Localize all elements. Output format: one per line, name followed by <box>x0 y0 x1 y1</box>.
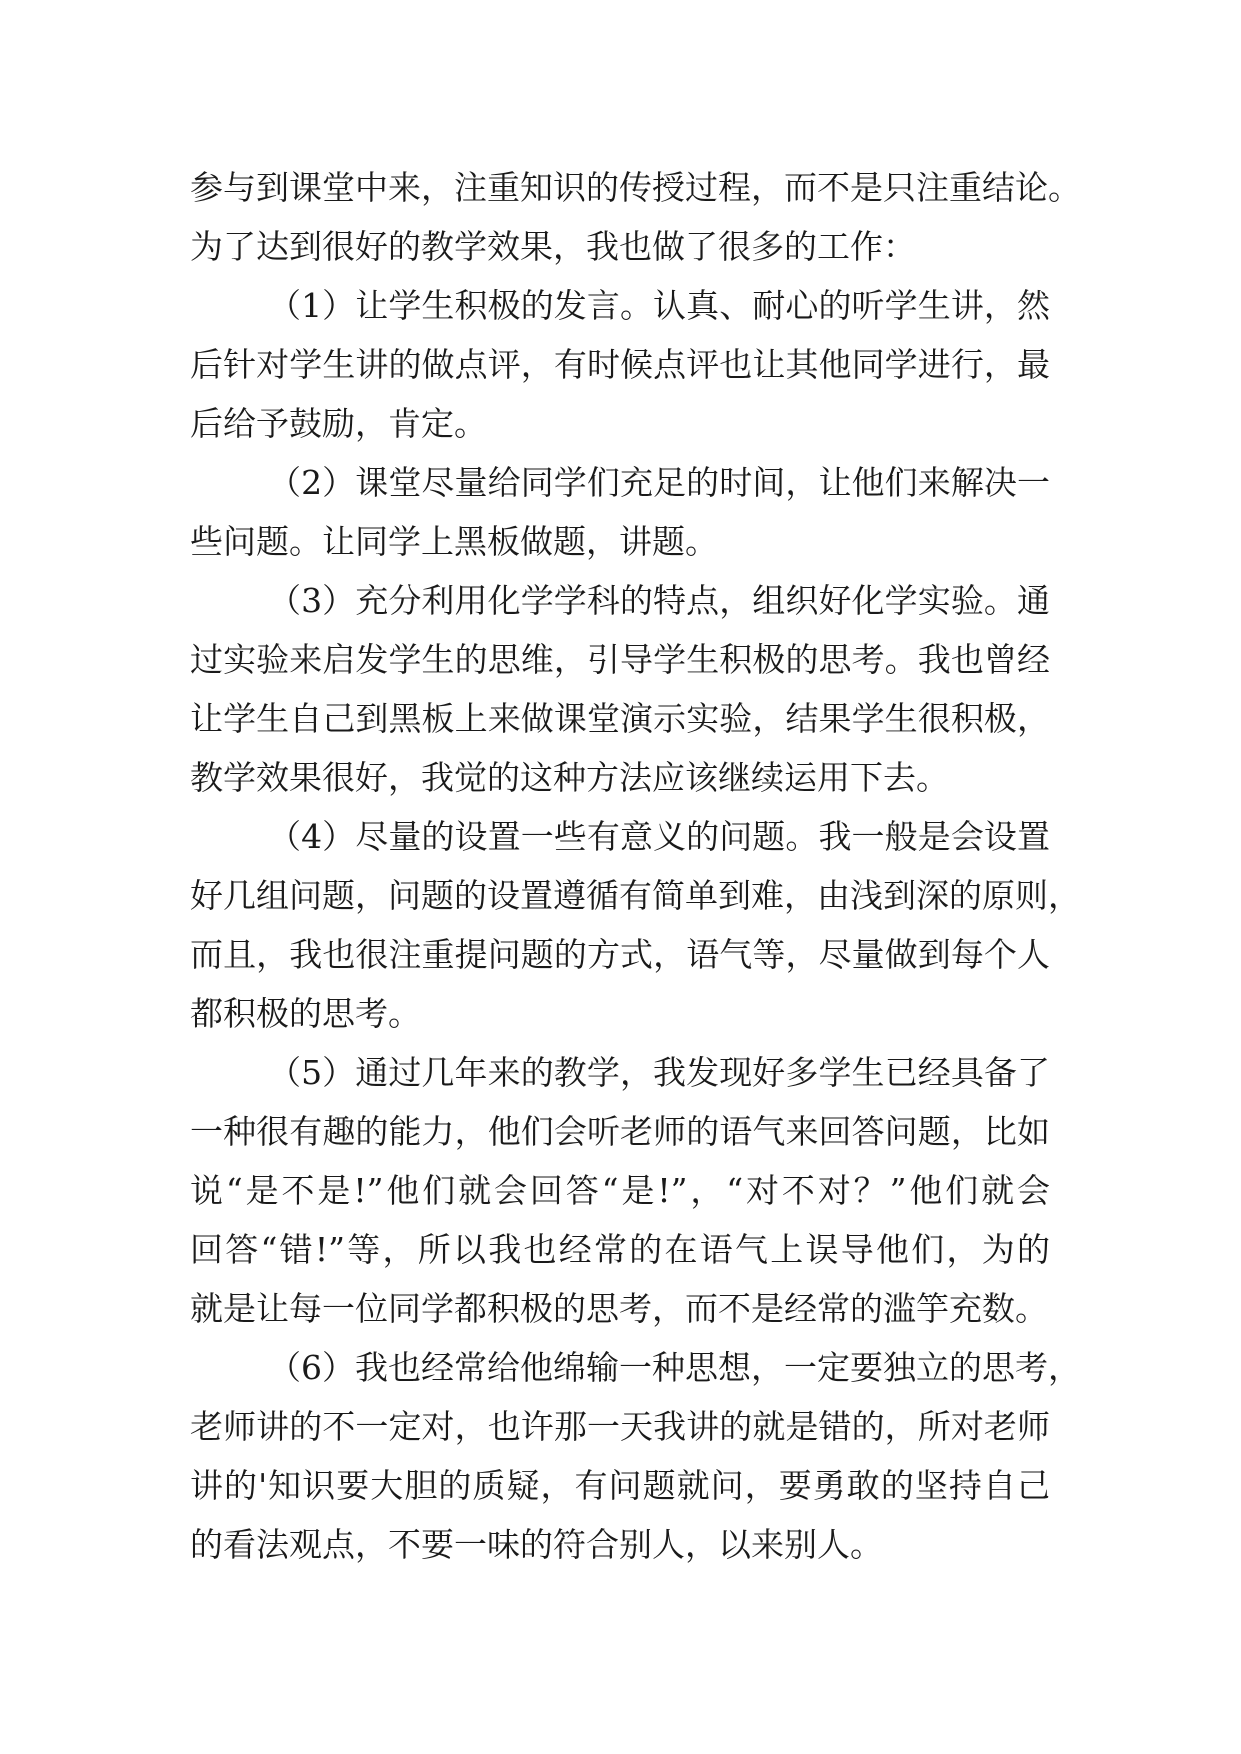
text-line: 讲的'知识要大胆的质疑，有问题就问，要勇敢的坚持自己 <box>190 1466 1050 1505</box>
text-line: 一种很有趣的能力，他们会听老师的语气来回答问题，比如 <box>190 1112 1050 1151</box>
text-line: 过实验来启发学生的思维，引导学生积极的思考。我也曾经 <box>190 640 1050 679</box>
text-line: 老师讲的不一定对，也许那一天我讲的就是错的，所对老师 <box>190 1407 1050 1446</box>
text-line: （6）我也经常给他绵输一种思想，一定要独立的思考， <box>268 1348 1081 1387</box>
text-line: 说“是不是!”他们就会回答“是!”，“对不对？”他们就会 <box>190 1171 1050 1210</box>
body-text <box>190 158 1081 1574</box>
text-line: 后给予鼓励，肯定。 <box>190 404 487 443</box>
text-line: 的看法观点，不要一味的符合别人，以来别人。 <box>190 1525 883 1564</box>
text-line: 而且，我也很注重提问题的方式，语气等，尽量做到每个人 <box>190 935 1050 974</box>
text-line: 好几组问题，问题的设置遵循有简单到难，由浅到深的原则， <box>190 876 1081 915</box>
text-line: 教学效果很好，我觉的这种方法应该继续运用下去。 <box>190 758 949 797</box>
text-line: （5）通过几年来的教学，我发现好多学生已经具备了 <box>268 1053 1050 1092</box>
text-line: 回答“错!”等，所以我也经常的在语气上误导他们，为的 <box>190 1230 1050 1269</box>
text-line: 就是让每一位同学都积极的思考，而不是经常的滥竽充数。 <box>190 1289 1048 1328</box>
text-line: 些问题。让同学上黑板做题，讲题。 <box>190 522 718 561</box>
text-line: （3）充分利用化学学科的特点，组织好化学实验。通 <box>268 581 1050 620</box>
text-line: 都积极的思考。 <box>190 994 421 1033</box>
text-line: 为了达到很好的教学效果，我也做了很多的工作： <box>190 227 916 266</box>
text-line: 让学生自己到黑板上来做课堂演示实验，结果学生很积极， <box>190 699 1050 738</box>
text-line: （2）课堂尽量给同学们充足的时间，让他们来解决一 <box>268 463 1050 502</box>
text-line: 后针对学生讲的做点评，有时候点评也让其他同学进行，最 <box>190 345 1050 384</box>
text-line: 参与到课堂中来，注重知识的传授过程，而不是只注重结论。 <box>190 168 1081 207</box>
text-line: （4）尽量的设置一些有意义的问题。我一般是会设置 <box>268 817 1050 856</box>
text-line: （1）让学生积极的发言。认真、耐心的听学生讲，然 <box>268 286 1050 325</box>
